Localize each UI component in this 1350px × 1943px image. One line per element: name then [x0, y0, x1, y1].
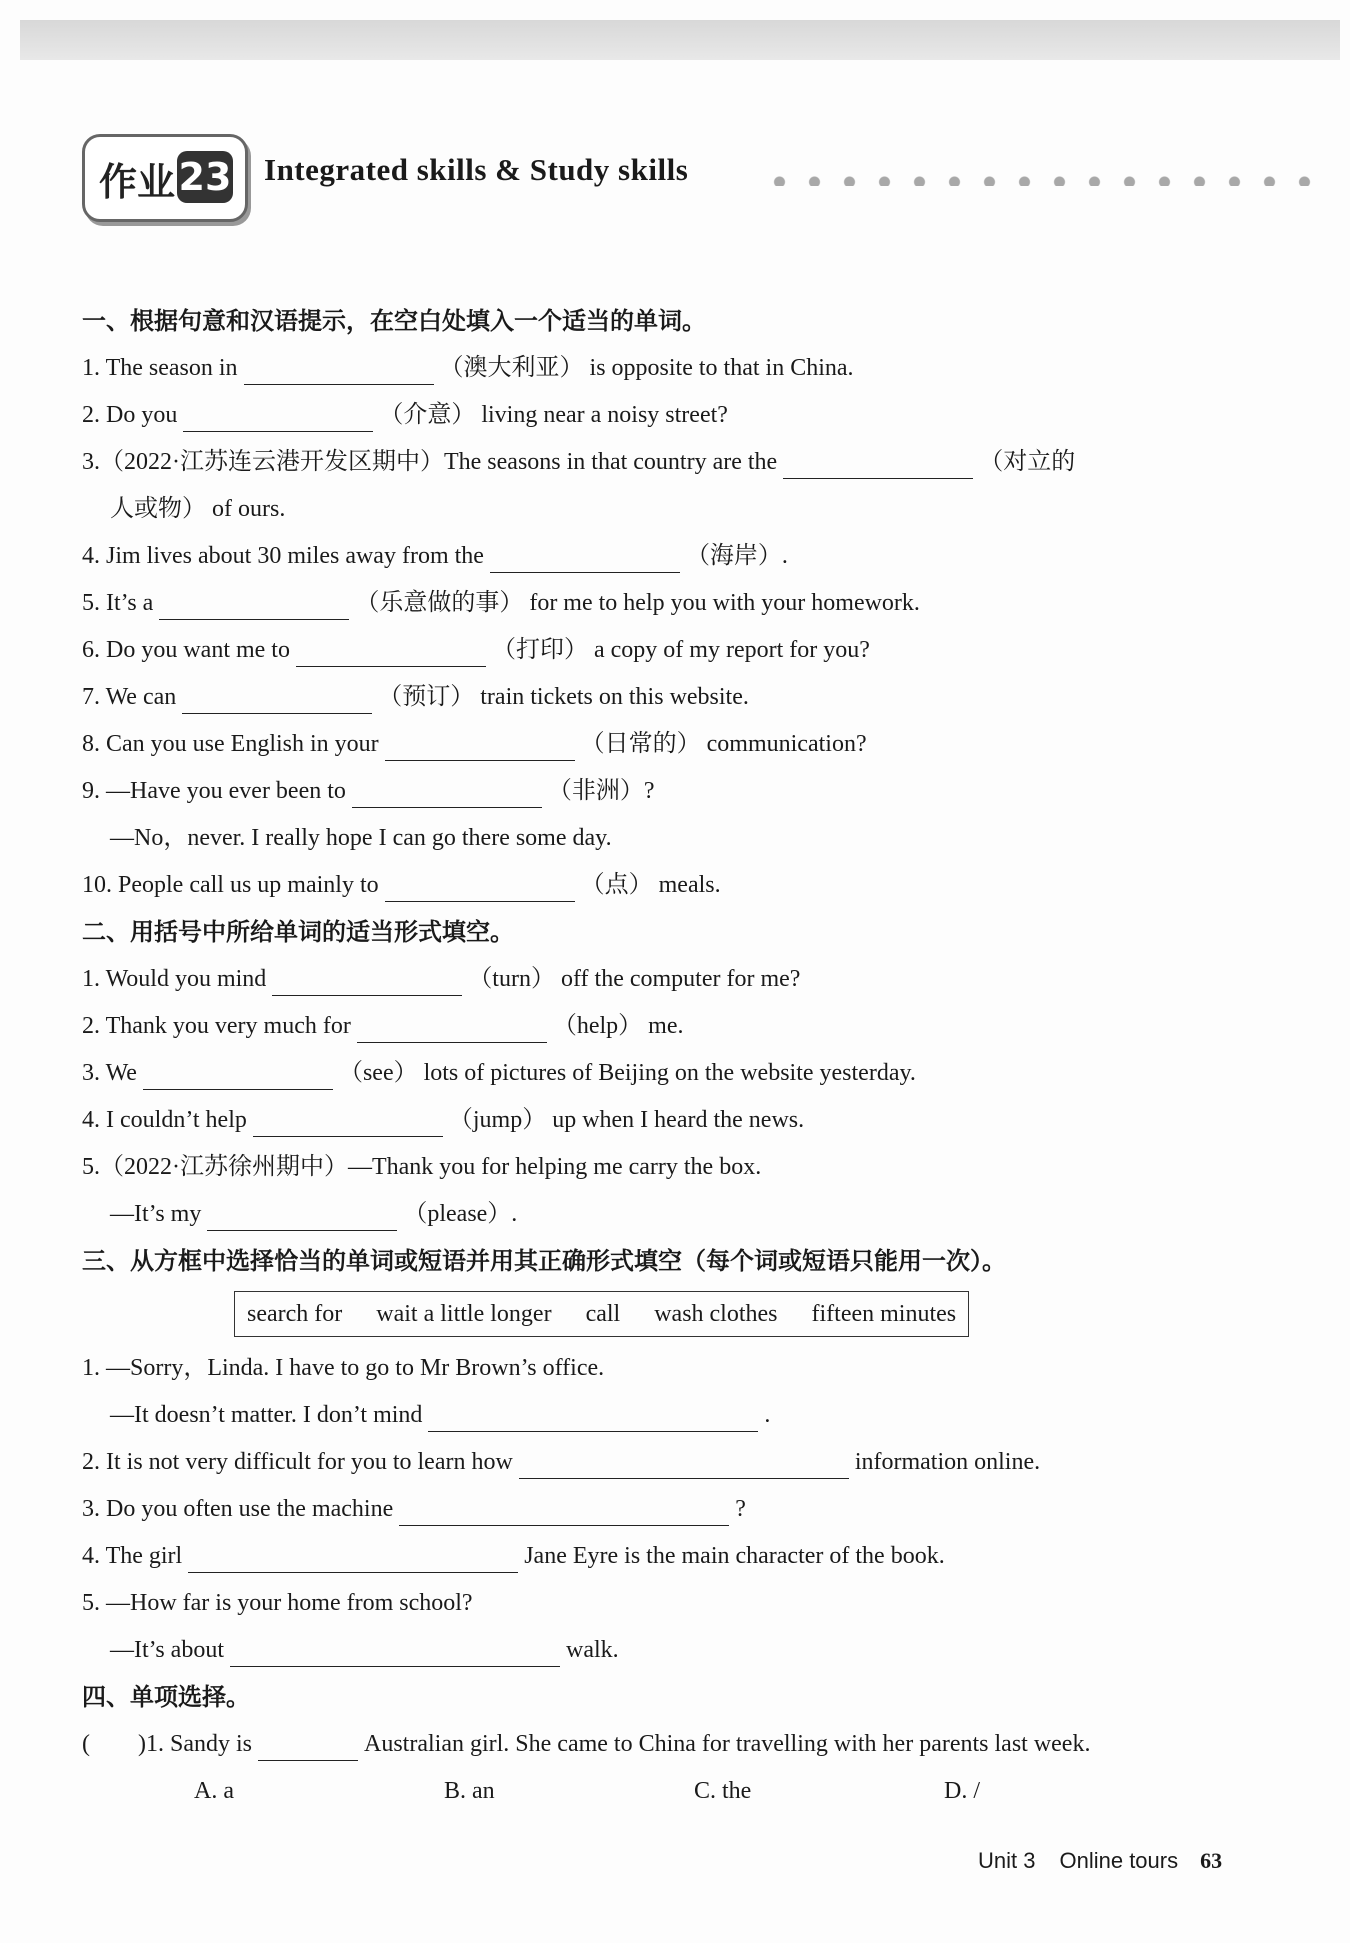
question-text: 1. Would you mind — [82, 966, 267, 992]
answer-blank[interactable] — [182, 683, 372, 714]
question-line — [82, 674, 1262, 721]
question-line — [82, 486, 1262, 533]
question-text: . — [764, 1402, 771, 1428]
question-text: 4. The girl — [82, 1543, 183, 1569]
question-line — [82, 956, 1262, 1003]
question-line — [82, 392, 1262, 439]
question-text: Australian girl. She came to China for travelling with her parents last week. — [364, 1731, 1091, 1757]
question-text: walk. — [566, 1637, 619, 1663]
word-bank-box — [234, 1291, 969, 1337]
answer-blank[interactable] — [230, 1636, 560, 1667]
question-text: 1. The season in — [82, 355, 238, 381]
section-2-title: 二、用括号中所给单词的适当形式填空。 — [82, 918, 514, 946]
question-text: 4. Jim lives about 30 miles away from the — [82, 543, 484, 569]
answer-blank[interactable] — [357, 1012, 547, 1043]
question-line — [82, 1392, 1262, 1439]
question-text: 2. Thank you very much for — [82, 1013, 351, 1039]
question-text: （please）. — [403, 1201, 518, 1227]
question-text: —No，never. I really hope I can go there some day. — [110, 825, 612, 851]
question-text: 8. Can you use English in your — [82, 731, 379, 757]
question-text: 人或物） of ours. — [110, 496, 286, 522]
question-text: —It’s about — [110, 1637, 224, 1663]
question-text: （非洲）? — [547, 778, 655, 804]
question-text: 1. —Sorry，Linda. I have to go to Mr Brown’s office. — [82, 1355, 605, 1381]
page-number: 63 — [1200, 1848, 1223, 1873]
assignment-badge — [82, 134, 248, 222]
question-text: ? — [735, 1496, 746, 1522]
question-line — [82, 1486, 1262, 1533]
option-a[interactable]: A. a — [194, 1778, 234, 1804]
worksheet-content — [82, 298, 1262, 1815]
question-text: （澳大利亚） is opposite to that in China. — [439, 355, 854, 381]
question-line — [82, 1627, 1262, 1674]
question-text: （乐意做的事） for me to help you with your homework. — [355, 590, 920, 616]
section-1-title: 一、根据句意和汉语提示，在空白处填入一个适当的单词。 — [82, 307, 706, 335]
section-4-title: 四、单项选择。 — [82, 1683, 250, 1711]
question-line — [82, 533, 1262, 580]
question-text: 10. People call us up mainly to — [82, 872, 379, 898]
word-bank-item: call — [585, 1301, 621, 1327]
decorative-dots — [762, 176, 1322, 186]
question-text: （海岸）. — [685, 543, 788, 569]
answer-blank[interactable] — [143, 1059, 333, 1090]
question-text: 9. —Have you ever been to — [82, 778, 346, 804]
answer-blank[interactable] — [490, 542, 680, 573]
question-text: 3. We — [82, 1060, 137, 1086]
answer-blank[interactable] — [428, 1401, 758, 1432]
question-text: Jane Eyre is the main character of the book. — [524, 1543, 945, 1569]
question-text: —It doesn’t matter. I don’t mind — [110, 1402, 423, 1428]
question-line — [82, 1144, 1262, 1191]
option-d[interactable]: D. / — [944, 1778, 980, 1804]
question-text: —It’s my — [110, 1201, 202, 1227]
answer-blank[interactable] — [385, 730, 575, 761]
question-text: 6. Do you want me to — [82, 637, 290, 663]
question-line — [82, 1345, 1262, 1392]
question-text: 5. —How far is your home from school? — [82, 1590, 473, 1616]
answer-blank[interactable] — [519, 1448, 849, 1479]
question-text: 5.（2022·江苏徐州期中）—Thank you for helping me carry the box. — [82, 1154, 762, 1180]
question-line — [82, 768, 1262, 815]
answer-blank[interactable] — [159, 589, 349, 620]
question-line — [82, 1050, 1262, 1097]
question-text: （see） lots of pictures of Beijing on the website yesterday. — [338, 1060, 916, 1086]
question-line — [82, 815, 1262, 862]
question-line — [82, 627, 1262, 674]
answer-blank[interactable] — [183, 401, 373, 432]
badge-number: 23 — [177, 151, 233, 203]
answer-blank[interactable] — [253, 1106, 443, 1137]
question-text: 4. I couldn’t help — [82, 1107, 247, 1133]
answer-blank[interactable] — [399, 1495, 729, 1526]
question-text: 5. It’s a — [82, 590, 154, 616]
question-text: （help） me. — [552, 1013, 684, 1039]
answer-blank[interactable] — [352, 777, 542, 808]
question-line — [82, 862, 1262, 909]
answer-blank[interactable] — [207, 1200, 397, 1231]
answer-blank[interactable] — [258, 1730, 358, 1761]
page-title: Integrated skills & Study skills — [264, 152, 689, 187]
question-line — [82, 1439, 1262, 1486]
options-row — [82, 1768, 1262, 1815]
question-line — [82, 1191, 1262, 1238]
option-c[interactable]: C. the — [694, 1778, 752, 1804]
question-line — [82, 1721, 1262, 1768]
answer-blank[interactable] — [296, 636, 486, 667]
question-line — [82, 721, 1262, 768]
answer-blank[interactable] — [188, 1542, 518, 1573]
option-b[interactable]: B. an — [444, 1778, 495, 1804]
question-text: 2. Do you — [82, 402, 178, 428]
question-line — [82, 439, 1262, 486]
badge-label: 作业 — [99, 160, 176, 204]
question-text: （jump） up when I heard the news. — [448, 1107, 805, 1133]
assignment-header — [82, 134, 1332, 224]
question-text: （对立的 — [979, 449, 1076, 475]
scan-top-band — [20, 20, 1340, 60]
question-text: ( )1. Sandy is — [82, 1731, 252, 1757]
word-bank-item: fifteen minutes — [811, 1301, 957, 1327]
question-line — [82, 1097, 1262, 1144]
question-text: （预订） train tickets on this website. — [378, 684, 749, 710]
question-line — [82, 345, 1262, 392]
page-footer — [978, 1848, 1222, 1874]
question-text: information online. — [854, 1449, 1041, 1475]
question-text: 3. Do you often use the machine — [82, 1496, 394, 1522]
question-line — [82, 1580, 1262, 1627]
question-line — [82, 1003, 1262, 1050]
word-bank-item: wash clothes — [654, 1301, 778, 1327]
word-bank-item: wait a little longer — [376, 1301, 552, 1327]
answer-blank[interactable] — [783, 448, 973, 479]
question-line — [82, 1533, 1262, 1580]
question-text: （介意） living near a noisy street? — [379, 402, 728, 428]
answer-blank[interactable] — [244, 354, 434, 385]
question-text: 7. We can — [82, 684, 177, 710]
footer-section: Online tours — [1059, 1848, 1179, 1873]
question-text: （点） meals. — [580, 872, 721, 898]
question-line — [82, 580, 1262, 627]
word-bank-item: search for — [247, 1301, 343, 1327]
answer-blank[interactable] — [385, 871, 575, 902]
footer-unit: Unit 3 — [978, 1848, 1036, 1873]
question-text: 3.（2022·江苏连云港开发区期中）The seasons in that country are the — [82, 449, 778, 475]
answer-blank[interactable] — [272, 965, 462, 996]
question-text: （turn） off the computer for me? — [468, 966, 801, 992]
section-3-title: 三、从方框中选择恰当的单词或短语并用其正确形式填空（每个词或短语只能用一次）。 — [82, 1247, 1006, 1275]
question-text: （打印） a copy of my report for you? — [491, 637, 870, 663]
question-text: （日常的） communication? — [580, 731, 867, 757]
question-text: 2. It is not very difficult for you to learn how — [82, 1449, 513, 1475]
